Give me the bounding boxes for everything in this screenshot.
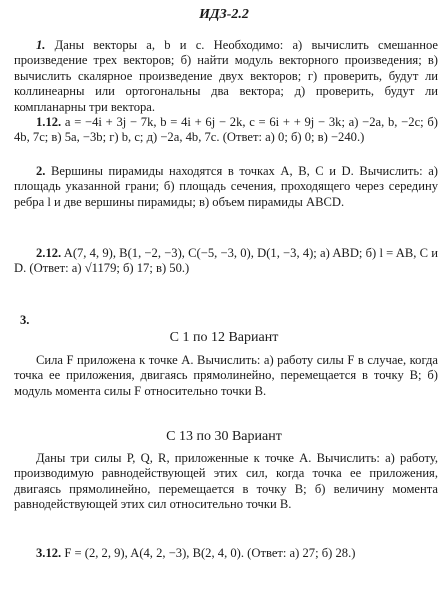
task-1-statement bbox=[14, 38, 438, 115]
task-2-text: Вершины пирамиды находятся в точках A, B, C и D. Вычислить: а) площадь указанной грани; б) площадь сечения, проходящего через середину ребра l и две вершины пирамиды; в) объем пирамиды ABCD. bbox=[14, 164, 438, 209]
task-3-variant-text: F = (2, 2, 9), A(4, 2, −3), B(2, 4, 0). (Ответ: а) 27; б) 28.) bbox=[64, 546, 356, 560]
task-2-variant-text: A(7, 4, 9), B(1, −2, −3), C(−5, −3, 0), D(1, −3, 4); а) ABD; б) l = AB, C и D. (Ответ: а) √1179; б) 17; в) 50.) bbox=[14, 246, 438, 276]
task-3-variant-number: 3.12. bbox=[36, 546, 62, 560]
page-title: ИДЗ-2.2 bbox=[199, 7, 249, 22]
task-3-variant bbox=[14, 546, 438, 561]
task-3-heading-a: С 1 по 12 Вариант bbox=[169, 330, 279, 345]
task-1-variant-text: a = −4i + 3j − 7k, b = 4i + 6j − 2k, c = 6i + + 9j − 3k; а) −2a, b, −2c; б) 4b, 7c; в) 5a, −3b; г) b, c; д) −2a, 4b, 7c. (Ответ: а) 0; б) 0; в) −240.) bbox=[14, 115, 438, 145]
task-1-text: Даны векторы a, b и c. Необходимо: а) вычислить смешанное произведение трех векторов; б) найти модуль векторного произведения; в) вычислить скалярное произведение двух векторов; г) проверить, будут ли коллинеарны или ортогональны два вектора; д) проверить, будут ли компланарны три вектора. bbox=[14, 38, 438, 114]
task-2-variant-number: 2.12. bbox=[36, 246, 62, 260]
task-2-statement bbox=[14, 164, 438, 210]
task-1-number: 1. bbox=[36, 38, 46, 52]
task-3-text-a: Сила F приложена к точке A. Вычислить: а) работу силы F в случае, когда точка ее приложения, двигаясь прямолинейно, перемещается в точку B; б) модуль момента силы F относительно точки B. bbox=[14, 353, 438, 398]
task-2-variant bbox=[14, 246, 438, 277]
task-3-text-b: Даны три силы P, Q, R, приложенные к точке A. Вычислить: а) работу, производимую равнодействующей этих сил, когда точка ее приложения, двигаясь прямолинейно, перемещается в точку B; б) величину момента равнодействующей этих сил относительно точки B. bbox=[14, 451, 438, 512]
task-3-number: 3. bbox=[20, 313, 30, 327]
task-2-number: 2. bbox=[36, 164, 46, 178]
task-3-heading-b: С 13 по 30 Вариант bbox=[166, 429, 282, 444]
task-1-variant bbox=[14, 115, 438, 146]
task-1-variant-number: 1.12. bbox=[36, 115, 62, 129]
